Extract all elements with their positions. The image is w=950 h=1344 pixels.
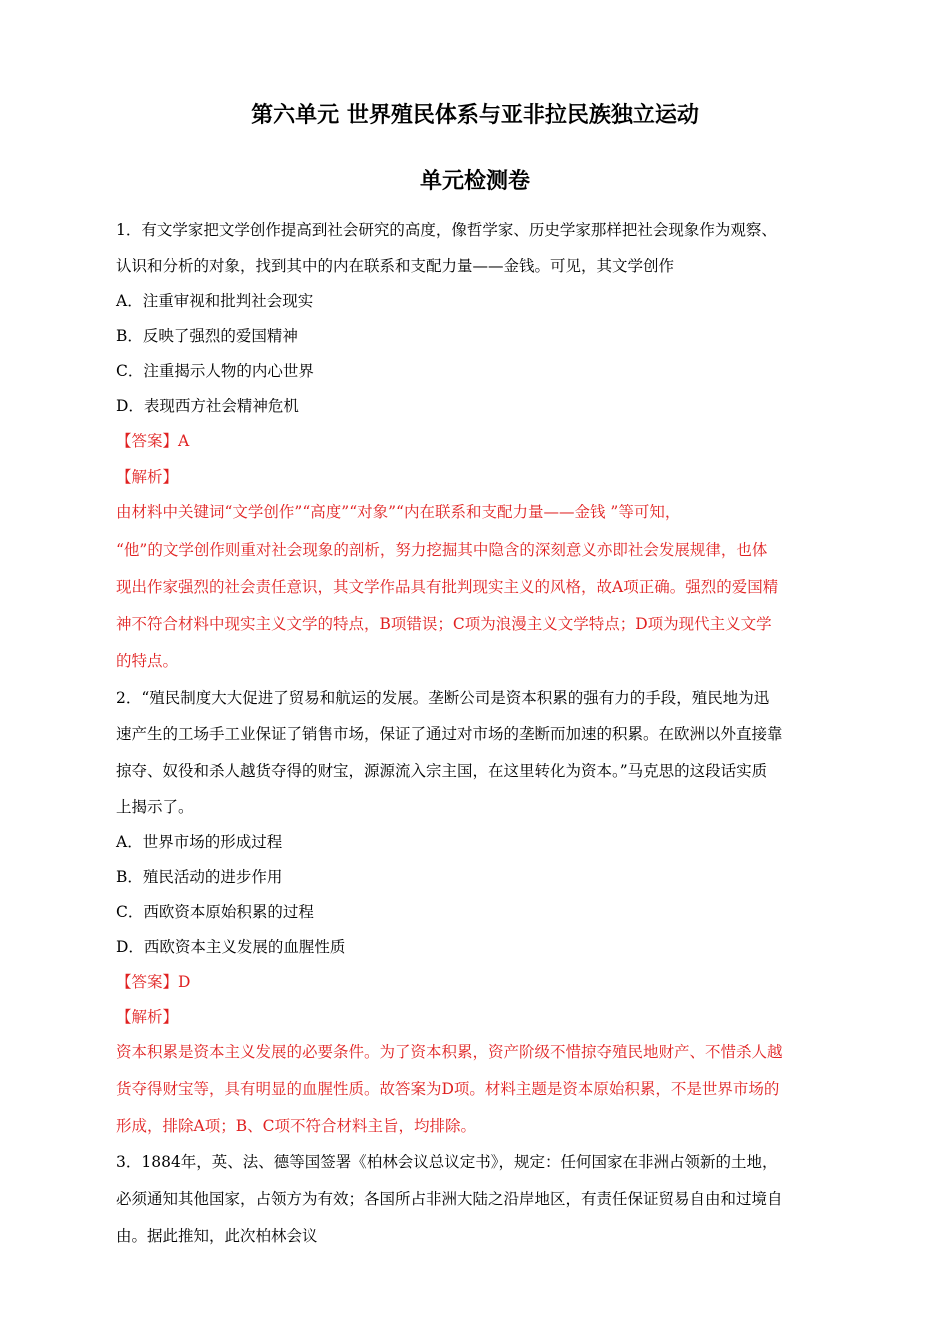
question-2-option-b: B．殖民活动的进步作用 [116, 868, 283, 886]
question-2-stem-line-2: 速产生的工场手工业保证了销售市场，保证了通过对市场的垄断而加速的积累。在欧洲以外直接靠 [116, 725, 783, 743]
question-2-option-a: A．世界市场的形成过程 [116, 833, 283, 851]
question-2-stem-line-4: 上揭示了。 [116, 798, 194, 816]
question-3-stem-line-3: 由。据此推知，此次柏林会议 [116, 1227, 318, 1245]
question-1-analysis-line-1: 由材料中关键词“文学创作”“高度”“对象”“内在联系和支配力量——金钱 ”等可知， [116, 503, 681, 521]
page-title: 第六单元 世界殖民体系与亚非拉民族独立运动 [251, 103, 699, 128]
question-1-stem-line-1: 1．有文学家把文学创作提高到社会研究的高度，像哲学家、历史学家那样把社会现象作为观察、 [116, 221, 777, 239]
question-1-option-d: D．表现西方社会精神危机 [116, 397, 299, 415]
answer-label: 【答案】 [116, 973, 179, 991]
question-2-option-c: C．西欧资本原始积累的过程 [116, 903, 314, 921]
question-1-analysis-line-3: 现出作家强烈的社会责任意识，其文学作品具有批判现实主义的风格，故A项正确。强烈的爱国精 [116, 578, 779, 596]
question-2-stem-line-1: 2．“殖民制度大大促进了贸易和航运的发展。垄断公司是资本积累的强有力的手段，殖民地为迅 [116, 689, 770, 707]
question-2-analysis-label: 【解析】 [116, 1008, 179, 1026]
question-1-stem-line-2: 认识和分析的对象，找到其中的内在联系和支配力量——金钱。可见，其文学创作 [116, 257, 675, 275]
question-1-analysis-line-5: 的特点。 [116, 652, 179, 670]
answer-value: A [178, 432, 190, 450]
question-2-option-d: D．西欧资本主义发展的血腥性质 [116, 938, 346, 956]
question-3-stem-line-2: 必须通知其他国家，占领方为有效；各国所占非洲大陆之沿岸地区，有责任保证贸易自由和过境自 [116, 1190, 783, 1208]
question-1-option-a: A．注重审视和批判社会现实 [116, 292, 314, 310]
question-1-option-b: B．反映了强烈的爱国精神 [116, 327, 298, 345]
question-3-stem-line-1: 3．1884年，英、法、德等国签署《柏林会议总议定书》，规定：任何国家在非洲占领新的土地， [116, 1153, 778, 1171]
question-2-analysis-line-2: 货夺得财宝等，具有明显的血腥性质。故答案为D项。材料主题是资本原始积累，不是世界市场的 [116, 1080, 780, 1098]
page-subtitle: 单元检测卷 [419, 169, 530, 194]
question-2-analysis-line-3: 形成，排除A项；B、C项不符合材料主旨，均排除。 [116, 1117, 476, 1135]
question-1-analysis-label: 【解析】 [116, 468, 179, 486]
question-1-analysis-line-4: 神不符合材料中现实主义文学的特点，B项错误；C项为浪漫主义文学特点；D项为现代主义文学 [116, 615, 772, 633]
answer-label: 【答案】 [116, 432, 179, 450]
question-2-stem-line-3: 掠夺、奴役和杀人越货夺得的财宝，源源流入宗主国，在这里转化为资本。”马克思的这段话实质 [116, 762, 768, 780]
answer-value: D [178, 973, 191, 991]
question-1-option-c: C．注重揭示人物的内心世界 [116, 362, 314, 380]
question-1-analysis-line-2: “他”的文学创作则重对社会现象的剖析，努力挖掘其中隐含的深刻意义亦即社会发展规律，也体 [116, 541, 768, 559]
question-2-analysis-line-1: 资本积累是资本主义发展的必要条件。为了资本积累，资产阶级不惜掠夺殖民地财产、不惜杀人越 [116, 1043, 783, 1061]
question-1-answer [116, 431, 189, 451]
question-2-answer [116, 972, 190, 992]
